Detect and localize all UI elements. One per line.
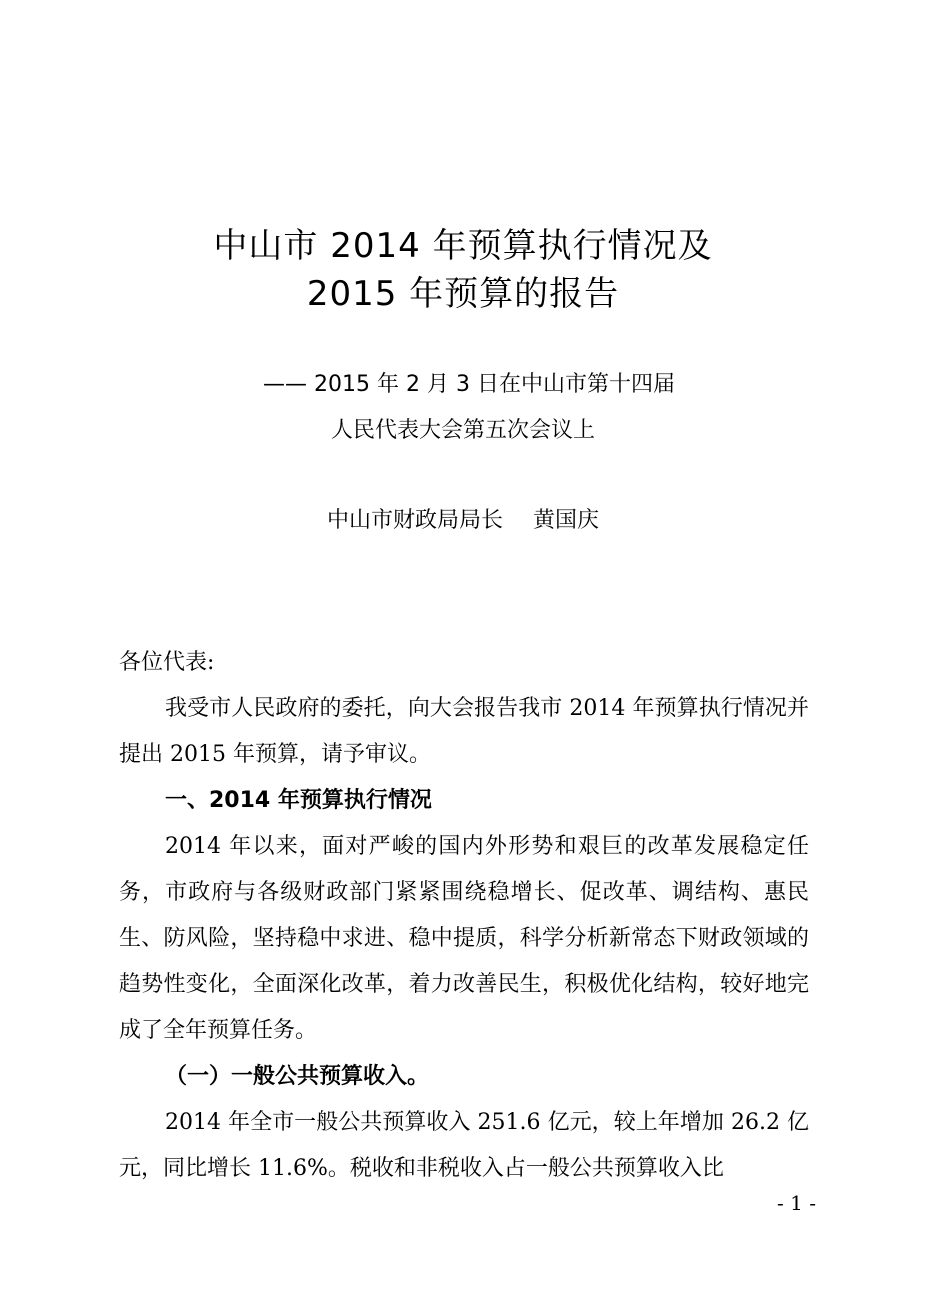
report-body (119, 640, 809, 1192)
salutation: 各位代表: (119, 650, 215, 675)
section-1-paragraph: 2014 年以来，面对严峻的国内外形势和艰巨的改革发展稳定任务，市政府与各级财政部门紧紧围绕稳增长、促改革、调结构、惠民生、防风险，坚持稳中求进、稳中提质，科学分析新常态下财政领域的趋势性变化，全面深化改革，着力改善民生，积极优化结构，较好地完成了全年预算任务。 (119, 834, 809, 1043)
author-name: 黄国庆 (533, 508, 600, 533)
page-number: - 1 - (777, 1191, 816, 1215)
subsection-1-paragraph: 2014 年全市一般公共预算收入 251.6 亿元，较上年增加 26.2 亿元，同比增长 11.6%。税收和非税收入占一般公共预算收入比 (119, 1110, 809, 1181)
report-title-line-1: 中山市 2014 年预算执行情况及 (213, 226, 713, 266)
report-title-line-2: 2015 年预算的报告 (306, 274, 620, 314)
report-subtitle-line-1: —— 2015 年 2 月 3 日在中山市第十四届 (263, 372, 675, 397)
subsection-1-heading: （一）一般公共预算收入。 (165, 1064, 430, 1089)
report-subtitle-line-2: 人民代表大会第五次会议上 (330, 418, 595, 443)
intro-paragraph: 我受市人民政府的委托，向大会报告我市 2014 年预算执行情况并提出 2015 年预算，请予审议。 (119, 696, 809, 767)
section-1-heading: 一、2014 年预算执行情况 (165, 788, 432, 813)
author-line (0, 506, 926, 536)
author-title: 中山市财政局局长 (326, 508, 503, 533)
